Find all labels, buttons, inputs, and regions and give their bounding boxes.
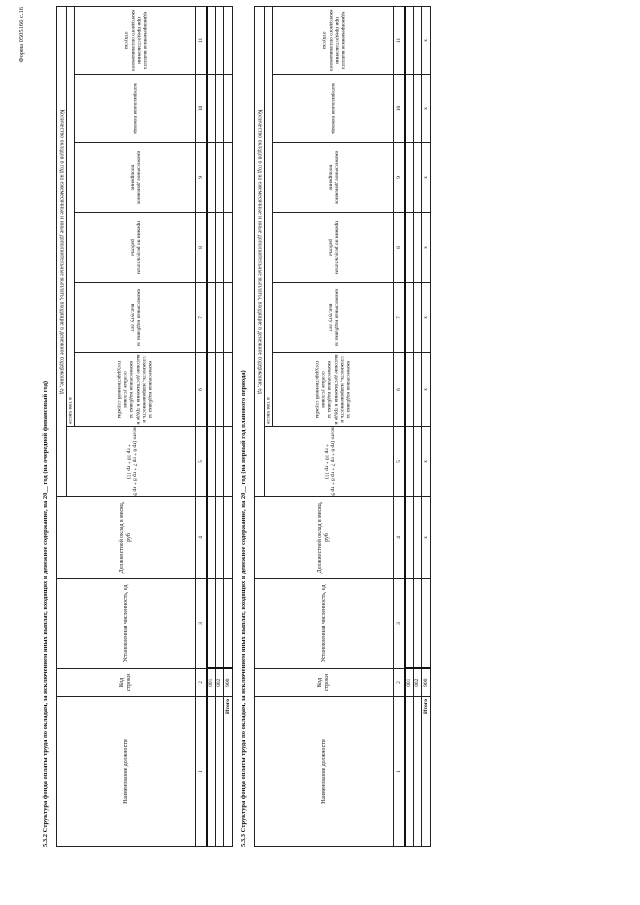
header-c6: ежемесячная надбавка за сложность, напряженность и высокие достижения в труде и ежемесячная надбавка за особые условия государственной службы bbox=[75, 353, 196, 427]
col-number: 6 bbox=[196, 353, 208, 427]
table-row bbox=[414, 6, 422, 846]
total-salary[interactable] bbox=[224, 497, 233, 579]
total-c11[interactable] bbox=[224, 6, 233, 74]
total-label: Итого bbox=[422, 697, 431, 847]
cell-c6[interactable] bbox=[405, 353, 414, 427]
cell-code: 002 bbox=[216, 669, 224, 697]
col-number: 7 bbox=[394, 283, 406, 353]
header-staff: Установленная численность, ед bbox=[255, 579, 394, 669]
total-staff[interactable] bbox=[224, 579, 233, 669]
cell-name[interactable] bbox=[216, 697, 224, 847]
header-salary: Должностной оклад в месяц, руб bbox=[255, 497, 394, 579]
col-number: 11 bbox=[196, 6, 208, 74]
table-row bbox=[207, 6, 216, 846]
col-number: 1 bbox=[196, 697, 208, 847]
col-number: 2 bbox=[196, 669, 208, 697]
header-c10: материальная помощь bbox=[75, 75, 196, 143]
col-number: 5 bbox=[394, 427, 406, 497]
cell-salary[interactable] bbox=[414, 497, 422, 579]
cell-c10[interactable] bbox=[216, 75, 224, 143]
total-c5: x bbox=[422, 427, 431, 497]
cell-c11[interactable] bbox=[414, 6, 422, 74]
col-number: 5 bbox=[196, 427, 208, 497]
col-number: 9 bbox=[394, 143, 406, 213]
header-in-that: в том числе bbox=[265, 6, 273, 426]
cell-c9[interactable] bbox=[216, 143, 224, 213]
col-number: 3 bbox=[196, 579, 208, 669]
cell-c9[interactable] bbox=[207, 143, 216, 213]
total-c7[interactable] bbox=[224, 283, 233, 353]
table-row bbox=[405, 6, 414, 846]
total-row bbox=[224, 6, 233, 846]
cell-c6[interactable] bbox=[207, 353, 216, 427]
cell-c5[interactable] bbox=[207, 427, 216, 497]
cell-c5[interactable] bbox=[414, 427, 422, 497]
cell-c9[interactable] bbox=[414, 143, 422, 213]
cell-staff[interactable] bbox=[405, 579, 414, 669]
header-c11: единовременная выплата при предоставлении ежегодного оплачиваемого отпуска bbox=[75, 6, 196, 74]
total-label: Итого bbox=[224, 697, 233, 847]
cell-c8[interactable] bbox=[414, 213, 422, 283]
cell-c6[interactable] bbox=[216, 353, 224, 427]
header-in-that: в том числе bbox=[67, 6, 75, 426]
cell-c11[interactable] bbox=[405, 6, 414, 74]
total-c7: x bbox=[422, 283, 431, 353]
cell-c10[interactable] bbox=[207, 75, 216, 143]
header-total: всего (гр 6 + гр 7 + гр 8 + гр 9 + гр 10 + гр 11) bbox=[67, 427, 196, 497]
cell-salary[interactable] bbox=[207, 497, 216, 579]
total-c10[interactable] bbox=[224, 75, 233, 143]
cell-salary[interactable] bbox=[405, 497, 414, 579]
total-row bbox=[422, 6, 431, 846]
col-number: 4 bbox=[394, 497, 406, 579]
cell-c7[interactable] bbox=[405, 283, 414, 353]
total-salary: x bbox=[422, 497, 431, 579]
cell-c8[interactable] bbox=[405, 213, 414, 283]
cell-c7[interactable] bbox=[207, 283, 216, 353]
col-number: 3 bbox=[394, 579, 406, 669]
col-number: 10 bbox=[196, 75, 208, 143]
total-staff[interactable] bbox=[422, 579, 431, 669]
cell-code: 002 bbox=[414, 669, 422, 697]
cell-c7[interactable] bbox=[414, 283, 422, 353]
header-c9: ежемесячное денежное поощрение bbox=[75, 143, 196, 213]
cell-c5[interactable] bbox=[405, 427, 414, 497]
col-number: 1 bbox=[394, 697, 406, 847]
cell-staff[interactable] bbox=[216, 579, 224, 669]
total-c6[interactable] bbox=[224, 353, 233, 427]
col-number: 10 bbox=[394, 75, 406, 143]
header-main: Количество окладов в год на ежемесячные и иные дополнительные выплаты, входящие в денежное содержание, ед bbox=[57, 6, 67, 496]
total-c10: x bbox=[422, 75, 431, 143]
total-c6: x bbox=[422, 353, 431, 427]
header-code: Код строки bbox=[255, 669, 394, 697]
header-c8: премии по результатам работы bbox=[273, 213, 394, 283]
cell-salary[interactable] bbox=[216, 497, 224, 579]
cell-c9[interactable] bbox=[405, 143, 414, 213]
cell-c10[interactable] bbox=[405, 75, 414, 143]
total-c11: x bbox=[422, 6, 431, 74]
table-533 bbox=[254, 6, 431, 847]
total-c8: x bbox=[422, 213, 431, 283]
cell-staff[interactable] bbox=[414, 579, 422, 669]
cell-code: 001 bbox=[405, 669, 414, 697]
cell-name[interactable] bbox=[405, 697, 414, 847]
header-staff: Установленная численность, ед bbox=[57, 579, 196, 669]
total-code: 900 bbox=[224, 669, 233, 697]
section-caption-532: 5.3.2 Структура фонда оплаты труда по окладам, за исключением иных выплат, входящих в денежное содержание, на 20__ год (на очередной финансовый год) bbox=[42, 380, 49, 847]
header-total: всего (гр 6 + гр 7 + гр 8 + гр 9 + гр 10 + гр 11) bbox=[265, 427, 394, 497]
cell-c8[interactable] bbox=[207, 213, 216, 283]
col-number: 8 bbox=[196, 213, 208, 283]
cell-name[interactable] bbox=[207, 697, 216, 847]
total-code: 900 bbox=[422, 669, 431, 697]
section-caption-533: 5.3.3 Структура фонда оплаты труда по окладам, за исключением иных выплат, входящих в денежное содержание, на 20__ год (на первый год планового периода) bbox=[240, 370, 247, 847]
cell-name[interactable] bbox=[414, 697, 422, 847]
cell-c11[interactable] bbox=[216, 6, 224, 74]
cell-c11[interactable] bbox=[207, 6, 216, 74]
cell-staff[interactable] bbox=[207, 579, 216, 669]
table-532 bbox=[56, 6, 233, 847]
cell-c6[interactable] bbox=[414, 353, 422, 427]
total-c5[interactable] bbox=[224, 427, 233, 497]
col-number: 4 bbox=[196, 497, 208, 579]
cell-code: 001 bbox=[207, 669, 216, 697]
header-c11: единовременная выплата при предоставлении ежегодного оплачиваемого отпуска bbox=[273, 6, 394, 74]
cell-c10[interactable] bbox=[414, 75, 422, 143]
header-position: Наименование должности bbox=[255, 697, 394, 847]
cell-c5[interactable] bbox=[216, 427, 224, 497]
header-c7: ежемесячная надбавка за выслугу лет bbox=[75, 283, 196, 353]
header-main: Количество окладов в год на ежемесячные и иные дополнительные выплаты, входящие в денежное содержание, ед bbox=[255, 6, 265, 496]
header-c7: ежемесячная надбавка за выслугу лет bbox=[273, 283, 394, 353]
header-c10: материальная помощь bbox=[273, 75, 394, 143]
table-row bbox=[216, 6, 224, 846]
header-position: Наименование должности bbox=[57, 697, 196, 847]
col-number: 8 bbox=[394, 213, 406, 283]
header-c6: ежемесячная надбавка за сложность, напряженность и высокие достижения в труде и ежемесячная надбавка за особые условия государственной службы bbox=[273, 353, 394, 427]
header-salary: Должностной оклад в месяц, руб bbox=[57, 497, 196, 579]
col-number: 7 bbox=[196, 283, 208, 353]
total-c8[interactable] bbox=[224, 213, 233, 283]
col-number: 9 bbox=[196, 143, 208, 213]
total-c9: x bbox=[422, 143, 431, 213]
col-number: 2 bbox=[394, 669, 406, 697]
cell-c8[interactable] bbox=[216, 213, 224, 283]
header-c9: ежемесячное денежное поощрение bbox=[273, 143, 394, 213]
col-number: 11 bbox=[394, 6, 406, 74]
cell-c7[interactable] bbox=[216, 283, 224, 353]
total-c9[interactable] bbox=[224, 143, 233, 213]
col-number: 6 bbox=[394, 353, 406, 427]
header-c8: премии по результатам работы bbox=[75, 213, 196, 283]
header-code: Код строки bbox=[57, 669, 196, 697]
form-code: Форма 0505166 с.16 bbox=[18, 7, 25, 63]
